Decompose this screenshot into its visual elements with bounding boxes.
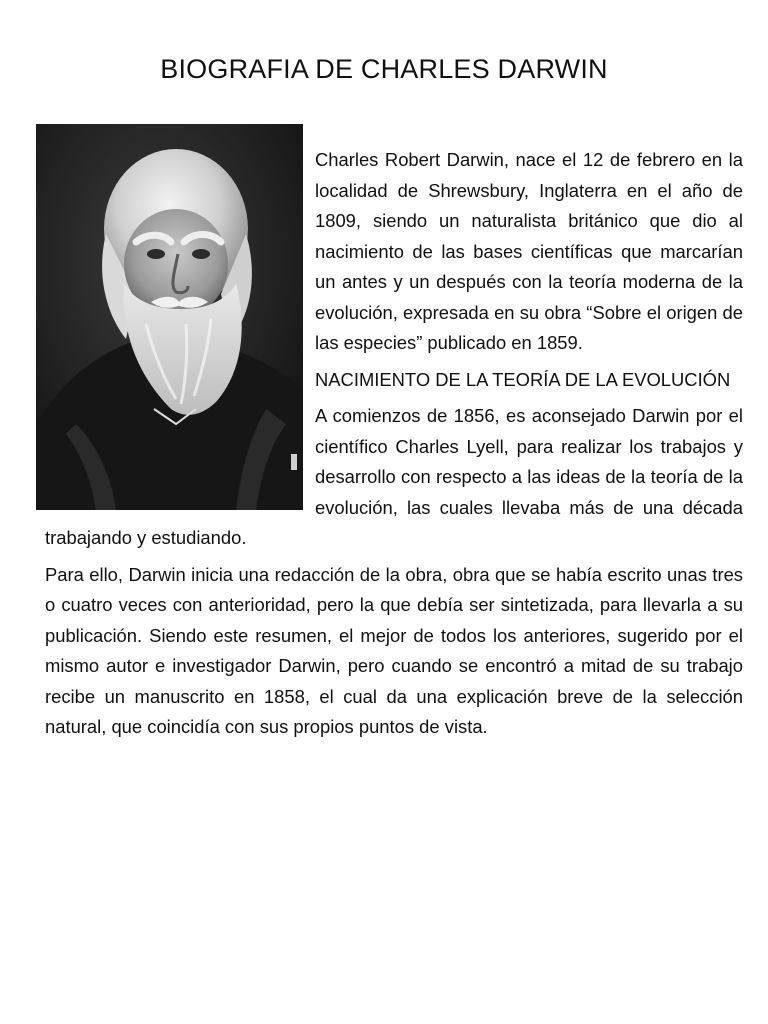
- darwin-portrait-photo: [36, 124, 303, 510]
- article-body: [45, 145, 743, 749]
- page-title: BIOGRAFIA DE CHARLES DARWIN: [160, 54, 608, 84]
- writing-paragraph: Para ello, Darwin inicia una redacción de la obra, obra que se había escrito unas tres o cuatro veces con anterioridad, pero la que debía ser sintetizada, para llevarla a su publicación. Siendo este resumen, el mejor de todos los anteriores, sugerido por el mismo autor e investigador Darwin, pero cuando se encontró a mitad de su trabajo recibe un manuscrito en 1858, el cual da una explicación breve de la selección natural, que coincidía con sus propios puntos de vista.: [45, 563, 743, 737]
- intro-paragraph: Charles Robert Darwin, nace el 12 de febrero en la localidad de Shrewsbury, Inglaterra en el año de 1809, siendo un naturalista británico que dio al nacimiento de las bases científicas que marcarían un antes y un después con la teoría moderna de la evolución, expresada en su obra “Sobre el origen de las especies” publicado en 1859.: [315, 149, 743, 353]
- section-heading: NACIMIENTO DE LA TEORÍA DE LA EVOLUCIÓN: [315, 368, 731, 390]
- theory-paragraph: A comienzos de 1856, es aconsejado Darwin por el científico Charles Lyell, para realizar los trabajos y desarrollo con respecto a las ideas de la teoría de la evolución, las cuales llevaba más de una década trabajando y estudiando.: [45, 405, 743, 548]
- portrait-image: [36, 124, 303, 510]
